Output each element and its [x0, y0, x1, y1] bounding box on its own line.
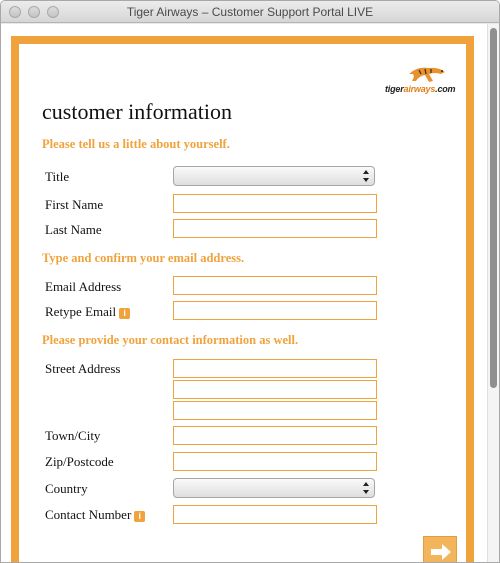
first-name-field[interactable] — [173, 194, 377, 213]
form-frame — [11, 36, 474, 563]
contact-number-field[interactable] — [173, 505, 377, 524]
info-icon[interactable]: i — [134, 511, 145, 522]
email-field[interactable] — [173, 276, 377, 295]
retype-email-label: Retype Email i — [45, 304, 130, 320]
title-select[interactable] — [173, 166, 375, 186]
street-address-line2-field[interactable] — [173, 380, 377, 399]
page-content — [1, 24, 487, 563]
logo-text: tigerairways.com — [385, 84, 456, 94]
next-button[interactable] — [423, 536, 457, 563]
contact-number-label: Contact Number i — [45, 507, 145, 523]
title-bar — [1, 1, 499, 23]
page-title: customer information — [42, 99, 233, 124]
street-address-label: Street Address — [45, 361, 121, 376]
zip-postcode-field[interactable] — [173, 452, 377, 471]
section-heading-about: Please tell us a little about yourself. — [42, 137, 230, 151]
country-label: Country — [45, 481, 88, 496]
retype-email-field[interactable] — [173, 301, 377, 320]
town-city-field[interactable] — [173, 426, 377, 445]
first-name-label: First Name — [45, 197, 104, 212]
section-heading-contact: Please provide your contact information as well. — [42, 333, 299, 347]
tiger-icon — [407, 64, 447, 84]
email-label: Email Address — [45, 279, 122, 294]
zip-postcode-label: Zip/Postcode — [45, 454, 114, 469]
select-arrows-icon — [362, 169, 370, 183]
title-label: Title — [45, 169, 70, 184]
scrollbar-thumb[interactable] — [490, 28, 497, 388]
info-icon[interactable]: i — [119, 308, 130, 319]
street-address-line3-field[interactable] — [173, 401, 377, 420]
street-address-line1-field[interactable] — [173, 359, 377, 378]
right-arrow-icon — [424, 537, 458, 563]
last-name-field[interactable] — [173, 219, 377, 238]
last-name-label: Last Name — [45, 222, 102, 237]
town-city-label: Town/City — [45, 428, 101, 443]
vertical-scrollbar[interactable] — [487, 24, 499, 563]
window-title: Tiger Airways – Customer Support Portal LIVE — [126, 5, 374, 19]
country-select[interactable] — [173, 478, 375, 498]
select-arrows-icon — [362, 481, 370, 495]
tiger-airways-logo[interactable] — [385, 64, 475, 94]
section-heading-email: Type and confirm your email address. — [42, 251, 245, 265]
